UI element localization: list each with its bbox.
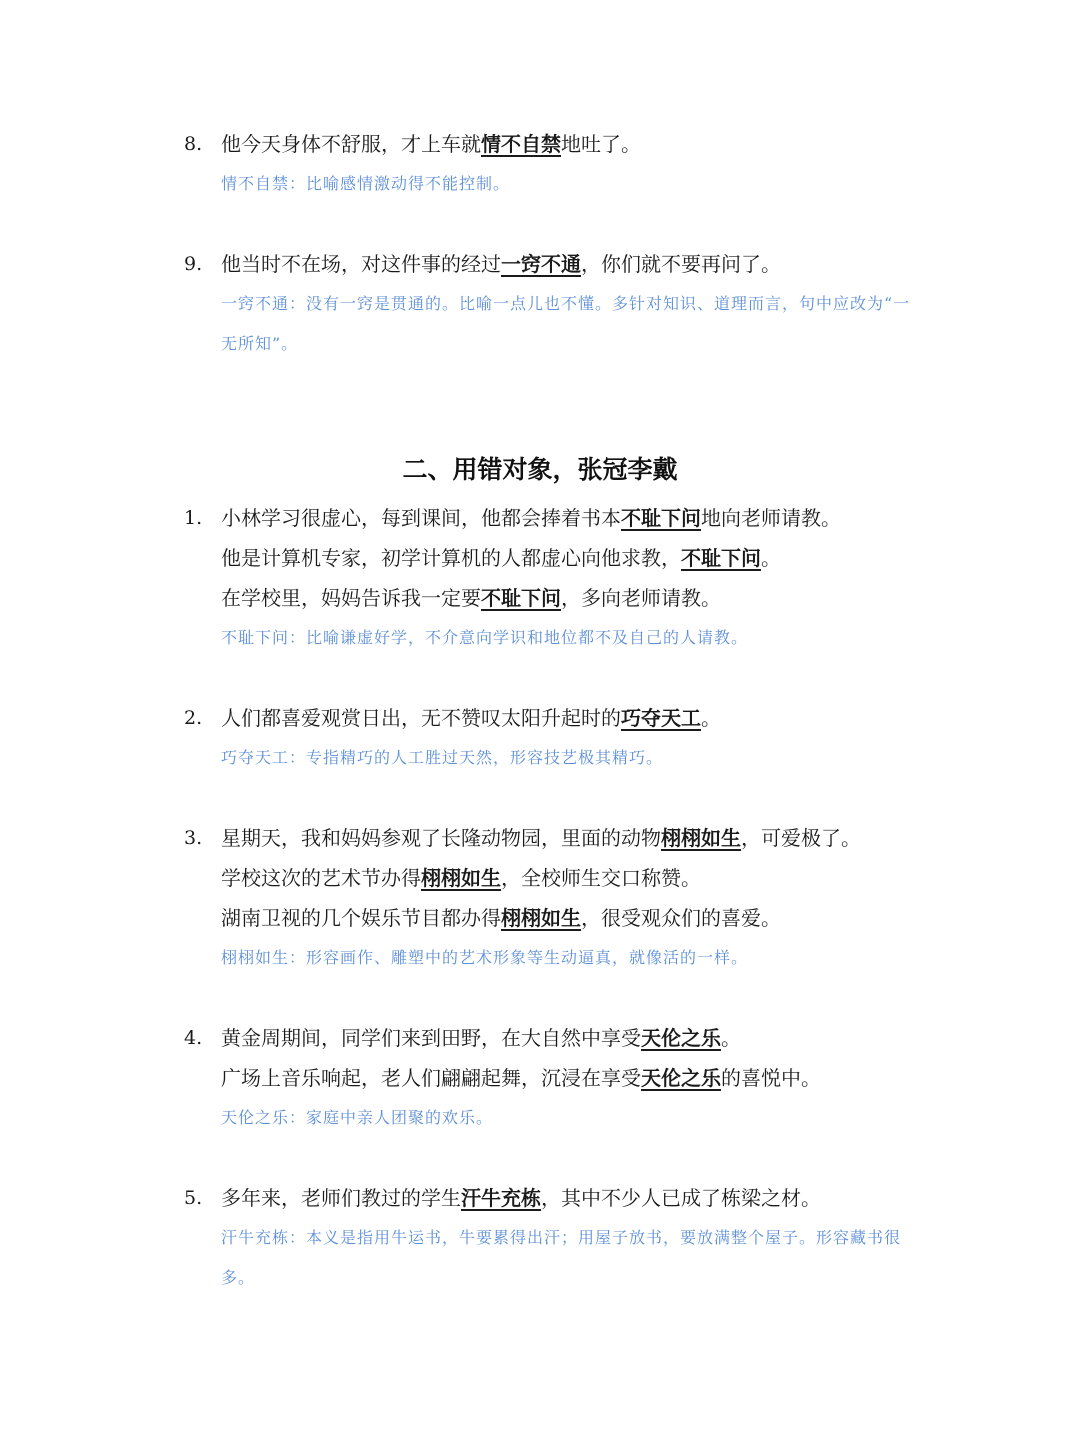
idiom-highlight: 栩栩如生 <box>661 826 741 850</box>
idiom-highlight: 栩栩如生 <box>501 906 581 930</box>
sentence-text: ，很受观众们的喜爱。 <box>581 906 781 930</box>
idiom-highlight: 不耻下问 <box>621 506 701 530</box>
idiom-explanation: 汗牛充栋：本义是指用牛运书，牛要累得出汗；用屋子放书，要放满整个屋子。形容藏书很多。 <box>221 1228 902 1287</box>
idiom-highlight: 一窍不通 <box>501 252 581 276</box>
sentence-text: ，其中不少人已成了栋梁之材。 <box>541 1186 821 1210</box>
sentence-text: ，你们就不要再问了。 <box>581 252 781 276</box>
example-sentence <box>221 498 841 538</box>
sentence-text: 星期天，我和妈妈参观了长隆动物园，里面的动物 <box>221 826 661 850</box>
example-sentence <box>221 1018 741 1058</box>
idiom-highlight: 天伦之乐 <box>641 1026 721 1050</box>
item-number: 3. <box>184 827 203 849</box>
idiom-highlight: 汗牛充栋 <box>461 1186 541 1210</box>
sentence-text: 他今天身体不舒服，才上车就 <box>221 132 481 156</box>
example-sentence <box>221 124 641 164</box>
idiom-highlight: 不耻下问 <box>681 546 761 570</box>
sentence-text: 黄金周期间，同学们来到田野，在大自然中享受 <box>221 1026 641 1050</box>
sentence-text: ，可爱极了。 <box>741 826 861 850</box>
item-number: 1. <box>184 507 203 529</box>
sentence-text: 湖南卫视的几个娱乐节目都办得 <box>221 906 501 930</box>
section-title: 二、用错对象，张冠李戴 <box>402 455 678 484</box>
example-sentence <box>221 244 781 284</box>
sentence-text: 人们都喜爱观赏日出，无不赞叹太阳升起时的 <box>221 706 621 730</box>
sentence-text: 广场上音乐响起，老人们翩翩起舞，沉浸在享受 <box>221 1066 641 1090</box>
idiom-explanation: 情不自禁：比喻感情激动得不能控制。 <box>221 174 511 193</box>
sentence-text: 的喜悦中。 <box>721 1066 821 1090</box>
example-sentence <box>221 1058 821 1098</box>
idiom-highlight: 天伦之乐 <box>641 1066 721 1090</box>
example-sentence <box>221 698 721 738</box>
idiom-highlight: 不耻下问 <box>481 586 561 610</box>
sentence-text: 。 <box>701 706 721 730</box>
sentence-text: 。 <box>721 1026 741 1050</box>
example-sentence <box>221 578 721 618</box>
example-sentence <box>221 818 861 858</box>
item-number: 2. <box>184 707 203 729</box>
idiom-highlight: 巧夺天工 <box>621 706 701 730</box>
item-number: 8. <box>184 133 203 155</box>
idiom-explanation: 栩栩如生：形容画作、雕塑中的艺术形象等生动逼真，就像活的一样。 <box>221 948 749 967</box>
example-sentence <box>221 1178 821 1218</box>
sentence-text: 多年来，老师们教过的学生 <box>221 1186 461 1210</box>
sentence-text: 地吐了。 <box>561 132 641 156</box>
idiom-explanation: 巧夺天工：专指精巧的人工胜过天然，形容技艺极其精巧。 <box>221 748 664 767</box>
idiom-explanation: 不耻下问：比喻谦虚好学，不介意向学识和地位都不及自己的人请教。 <box>221 628 749 647</box>
idiom-highlight: 情不自禁 <box>481 132 561 156</box>
item-number: 5. <box>184 1187 203 1209</box>
sentence-text: ，多向老师请教。 <box>561 586 721 610</box>
sentence-text: 小林学习很虚心，每到课间，他都会捧着书本 <box>221 506 621 530</box>
sentence-text: 。 <box>761 546 781 570</box>
example-sentence <box>221 898 781 938</box>
idiom-explanation: 一窍不通：没有一窍是贯通的。比喻一点儿也不懂。多针对知识、道理而言，句中应改为“一无所知”。 <box>221 294 911 353</box>
sentence-text: 他当时不在场，对这件事的经过 <box>221 252 501 276</box>
sentence-text: 他是计算机专家，初学计算机的人都虚心向他求教， <box>221 546 681 570</box>
sentence-text: ，全校师生交口称赞。 <box>501 866 701 890</box>
sentence-text: 学校这次的艺术节办得 <box>221 866 421 890</box>
sentence-text: 在学校里，妈妈告诉我一定要 <box>221 586 481 610</box>
idiom-explanation: 天伦之乐：家庭中亲人团聚的欢乐。 <box>221 1108 494 1127</box>
example-sentence <box>221 858 701 898</box>
item-number: 4. <box>184 1027 203 1049</box>
sentence-text: 地向老师请教。 <box>701 506 841 530</box>
item-number: 9. <box>184 253 203 275</box>
idiom-highlight: 栩栩如生 <box>421 866 501 890</box>
example-sentence <box>221 538 781 578</box>
